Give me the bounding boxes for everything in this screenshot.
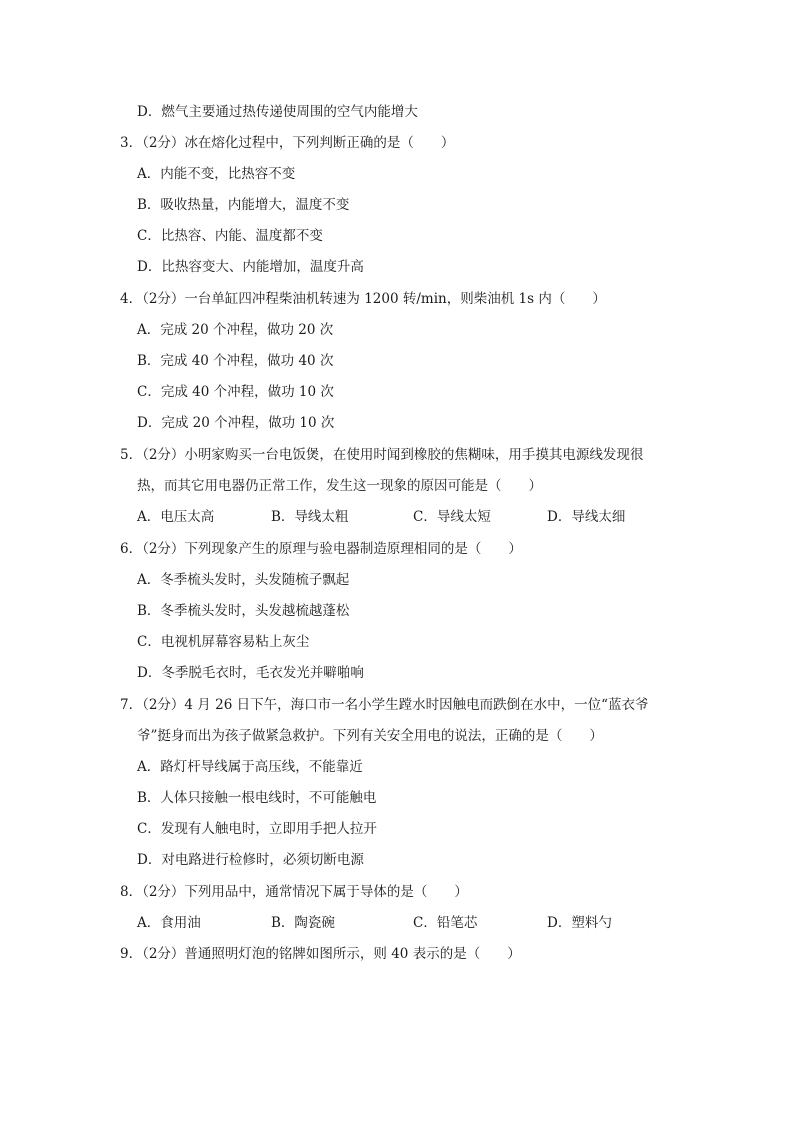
question-7-option-d: D．对电路进行检修时，必须切断电源 [137, 852, 364, 868]
question-8-option-b: B．陶瓷碗 [271, 915, 335, 931]
question-3-option-d: D．比热容变大、内能增加，温度升高 [137, 259, 364, 275]
question-6-option-b: B．冬季梳头发时，头发越梳越蓬松 [137, 603, 350, 619]
question-8-option-c: C．铅笔芯 [413, 915, 478, 931]
question-6-option-a: A．冬季梳头发时，头发随梳子飘起 [137, 572, 350, 588]
question-5-stem-continued: 热，而其它用电器仍正常工作，发生这一现象的原因可能是（ ） [137, 478, 542, 494]
question-3-stem: 3．（2分）冰在熔化过程中，下列判断正确的是（ ） [120, 135, 455, 151]
question-4-option-d: D．完成 20 个冲程，做功 10 次 [137, 415, 335, 431]
question-7-option-a: A．路灯杆导线属于高压线，不能靠近 [137, 759, 363, 775]
question-6-option-d: D．冬季脱毛衣时，毛衣发光并噼啪响 [137, 665, 364, 681]
question-8-option-a: A．食用油 [137, 915, 201, 931]
question-2-option-d: D．燃气主要通过热传递使周围的空气内能增大 [137, 104, 418, 120]
question-7-stem: 7．（2分）4 月 26 日下午，海口市一名小学生蹚水时因触电而跌倒在水中，一位“蓝衣爷 [120, 697, 649, 713]
question-8-stem: 8．（2分）下列用品中，通常情况下属于导体的是（ ） [120, 884, 468, 900]
question-3-option-a: A．内能不变，比热容不变 [137, 166, 296, 182]
question-6-stem: 6．（2分）下列现象产生的原理与验电器制造原理相同的是（ ） [120, 541, 522, 557]
question-5-option-d: D．导线太细 [547, 509, 626, 525]
question-4-option-a: A．完成 20 个冲程，做功 20 次 [137, 322, 334, 338]
question-8-option-d: D．塑料勺 [547, 915, 612, 931]
question-3-option-b: B．吸收热量，内能增大，温度不变 [137, 197, 350, 213]
question-5-stem: 5．（2分）小明家购买一台电饭煲，在使用时闻到橡胶的焦糊味，用手摸其电源线发现很 [120, 447, 644, 463]
question-5-option-c: C．导线太短 [413, 509, 491, 525]
question-4-option-b: B．完成 40 个冲程，做功 40 次 [137, 353, 334, 369]
question-3-option-c: C．比热容、内能、温度都不变 [137, 228, 323, 244]
question-7-option-c: C．发现有人触电时，立即用手把人拉开 [137, 821, 377, 837]
question-9-stem: 9．（2分）普通照明灯泡的铭牌如图所示，则 40 表示的是（ ） [120, 946, 521, 962]
question-5-option-b: B．导线太粗 [271, 509, 349, 525]
question-7-option-b: B．人体只接触一根电线时，不可能触电 [137, 790, 377, 806]
question-6-option-c: C．电视机屏幕容易粘上灰尘 [137, 634, 310, 650]
question-4-option-c: C．完成 40 个冲程，做功 10 次 [137, 384, 334, 400]
question-5-option-a: A．电压太高 [137, 509, 215, 525]
question-7-stem-continued: 爷”挺身而出为孩子做紧急救护。下列有关安全用电的说法，正确的是（ ） [137, 728, 603, 744]
question-4-stem: 4．（2分）一台单缸四冲程柴油机转速为 1200 转/min，则柴油机 1s 内（ ） [120, 291, 606, 307]
